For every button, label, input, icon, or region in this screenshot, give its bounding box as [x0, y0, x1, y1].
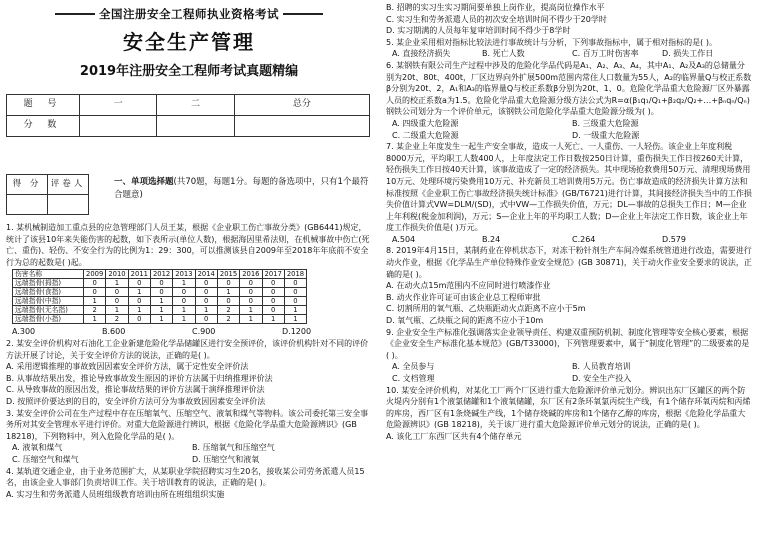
table-cell: 2014 — [195, 270, 217, 279]
table-cell: 0 — [84, 279, 106, 288]
table-cell: 0 — [150, 288, 172, 297]
table-cell: 1 — [84, 315, 106, 324]
table-cell: 0 — [173, 297, 195, 306]
option-b[interactable]: B.600 — [102, 327, 126, 337]
option-b[interactable]: B. 压缩氧气和压缩空气 — [192, 443, 275, 453]
table-cell: 0 — [150, 279, 172, 288]
table-cell: 2 — [106, 315, 128, 324]
question-9 — [386, 327, 752, 385]
option-b[interactable]: B. 招聘的实习生实习期间要单独上岗作业，提高岗位操作水平 — [386, 3, 605, 12]
option-c[interactable]: C. 从导致事故的原因出发，推论事故结果的评价方法属于演绎推理评价法 — [6, 385, 265, 395]
right-column — [380, 0, 758, 559]
exam-banner — [0, 4, 378, 24]
option-c[interactable]: C. 文档管理 — [392, 374, 435, 383]
question-6 — [386, 60, 752, 141]
table-cell: 0 — [195, 297, 217, 306]
option-c[interactable]: C. 压缩空气和煤气 — [12, 454, 79, 464]
table-cell: 0 — [195, 288, 217, 297]
injury-table-row — [13, 279, 307, 288]
table-cell: 1 — [128, 306, 150, 315]
question-stem: 8. 2019年4月15日，某制药业在停机状态下，对冻干粉针剂生产车间冷媒系统管道进行改造，需要进行动火作业，根据《化学品生产单位特殊作业安全规范》(GB 30871)，关于动火作业安全要求的说法，正确的是( )。 — [386, 246, 752, 279]
score-table-cell: 题 号 — [7, 94, 80, 115]
table-cell: 1 — [284, 306, 306, 315]
question-5 — [386, 37, 752, 60]
question-stem: 3. 某安全评价公司在生产过程中存在压缩氧气、压缩空气、液氧和煤气等物料。该公司委托第三安全事务所对其安全管理水平进行评价。对重大危险源进行辨识，根据《危险化学品重大危险源辨识》(GB 18218)，下列物料中，列入危险化学品的是( )。 — [6, 408, 369, 441]
table-cell: 1 — [150, 306, 172, 315]
question-stem: 4. 某轨道交通企业，由于业务范围扩大，从某职业学院招聘实习生20名，接收某公司劳务派遣人员15名，由该企业人事部门负责培训工作。关于培训教育的说法，正确的是( )。 — [6, 466, 365, 488]
injury-table-row — [13, 297, 307, 306]
injury-table-header — [13, 270, 307, 279]
table-cell: 1 — [195, 306, 217, 315]
option-d[interactable]: D.1200 — [282, 327, 312, 337]
table-cell: 2 — [217, 315, 239, 324]
table-cell: 1 — [173, 279, 195, 288]
option-b[interactable]: B.24 — [482, 234, 501, 244]
table-cell: 0 — [262, 297, 284, 306]
section-heading — [114, 176, 370, 202]
grader-score-label: 得 分 — [7, 175, 48, 195]
question-1 — [6, 222, 372, 338]
table-cell: 0 — [284, 297, 306, 306]
question-3 — [6, 408, 372, 466]
injury-table-row — [13, 288, 307, 297]
option-d[interactable]: D. 实习期满的人员每年复审培训时间不得少于8学时 — [386, 26, 571, 36]
table-cell: 0 — [128, 279, 150, 288]
option-d[interactable]: D. 一级重大危险源 — [572, 130, 640, 140]
section-desc: (共70题，每题1分。每题的备选项中，只有1个最符合题意) — [114, 177, 369, 200]
table-cell: 1 — [84, 297, 106, 306]
question-stem: 6. 某钢铁有限公司生产过程中涉及的危险化学品代码是A₁、A₂、A₃、A₄，其中A₁、A₂及A₃的总储量分别为20t、80t、400t，厂区边界向外扩展500m范围内常住人口数量为55人，A₂的临界量Q与校正系数β分别为20t、2，A₁和A₃的临界量Q与校正系数β分别为20t、1、0。危险化学品重大危险源厂区外暴露人员的校正系数a为1.5。危险化学品重大危险源分级方法公式为R=α(β₁q₁/Q₁+β₂q₂/Q₂+…+βₙqₙ/Qₙ)钢铁公司划分为一个评价单元，该钢铁公司危险化学品重大危险源分级为( )。 — [386, 60, 752, 117]
score-table-cell[interactable] — [157, 115, 234, 136]
injury-table-body — [13, 279, 307, 324]
option-d[interactable]: D.579 — [662, 234, 686, 244]
table-cell: 0 — [195, 279, 217, 288]
option-b[interactable]: B. 三级重大危险源 — [572, 118, 639, 128]
question-2 — [6, 338, 372, 408]
option-a[interactable]: A. 在动火点15m范围内不应同时进行喷漆作业 — [386, 281, 551, 291]
table-cell: 0 — [128, 315, 150, 324]
score-table — [6, 94, 370, 137]
score-table-cell[interactable] — [80, 115, 157, 136]
table-cell: 1 — [173, 306, 195, 315]
table-cell: 0 — [262, 279, 284, 288]
left-column — [0, 0, 378, 559]
table-cell: 0 — [262, 306, 284, 315]
table-cell: 1 — [106, 306, 128, 315]
option-a[interactable]: A. 四级重大危险源 — [392, 118, 459, 128]
subject-title: 安全生产管理 — [123, 30, 255, 54]
option-d[interactable]: D. 氧气瓶、乙炔瓶之间的距离不应小于10m — [386, 316, 544, 326]
table-cell: 0 — [106, 288, 128, 297]
option-c[interactable]: C.900 — [192, 327, 216, 337]
question-list-right — [386, 2, 752, 443]
table-cell: 远端指骨(小指) — [13, 315, 84, 324]
grader-box — [6, 174, 89, 215]
table-cell: 2012 — [150, 270, 172, 279]
injury-table-row — [13, 315, 307, 324]
table-cell: 2018 — [284, 270, 306, 279]
table-cell: 2013 — [173, 270, 195, 279]
paper-subtitle: 2019年注册安全工程师考试真题精编 — [79, 64, 299, 79]
option-a[interactable]: A. 直接经济损失 — [392, 49, 451, 59]
score-table-cell[interactable] — [234, 115, 369, 136]
question-list-left — [6, 222, 372, 500]
table-cell: 2011 — [128, 270, 150, 279]
table-cell: 2015 — [217, 270, 239, 279]
option-a[interactable]: A. 全员参与 — [392, 362, 435, 372]
table-cell: 0 — [195, 315, 217, 324]
question-stem: 2. 某安全评价机构对石油化工企业新建危险化学品储罐区进行安全预评价，该评价机构针对不同的评价方法开展了讨论，关于安全评价方法的说法，正确的是( )。 — [6, 338, 369, 360]
table-cell: 2017 — [262, 270, 284, 279]
question-7 — [386, 141, 752, 245]
question-10 — [386, 385, 752, 443]
option-c[interactable]: C.264 — [572, 234, 596, 244]
option-d[interactable]: D. 压缩空气和液氧 — [192, 454, 260, 464]
score-table-cell: 分 数 — [7, 115, 80, 136]
option-b[interactable]: B. 人员教育培训 — [572, 362, 631, 372]
table-cell: 0 — [84, 288, 106, 297]
table-cell: 0 — [106, 297, 128, 306]
option-a[interactable]: A.504 — [392, 234, 416, 244]
table-cell: 1 — [240, 315, 262, 324]
table-cell: 0 — [240, 288, 262, 297]
table-cell: 0 — [240, 279, 262, 288]
question-options — [12, 326, 372, 338]
option-d[interactable]: D. 安全生产投入 — [572, 374, 632, 383]
table-cell: 2 — [217, 306, 239, 315]
table-cell: 0 — [262, 288, 284, 297]
table-cell: 0 — [173, 288, 195, 297]
question-stem: 10. 某安全评价机构，对某化工厂两个厂区进行重大危险源评价单元划分。辨识出东厂区罐区的两个防火堤内分别有1个液氯储罐和1个液氧储罐，东厂区有2条环氧氯丙烷生产线，有1个储存环氧丙烷和丙烯的库房，西厂区有1条烧碱生产线，1个储存烧碱的库房和1个储存乙醇的库房，根据《危险化学品重大危险源辨识》(GB 18218)，关于该厂进行重大危险源评价单元划分的说法，正确的是( )。 — [386, 385, 751, 430]
option-b[interactable]: B. 死亡人数 — [482, 49, 525, 59]
table-cell: 远端指骨(无名指) — [13, 306, 84, 315]
option-c[interactable]: C. 二级重大危险源 — [392, 130, 459, 140]
table-cell: 远端指骨(拇指) — [13, 279, 84, 288]
exam-name: 全国注册安全工程师执业资格考试 — [99, 6, 279, 21]
table-cell: 1 — [217, 288, 239, 297]
table-cell: 0 — [128, 297, 150, 306]
table-cell: 1 — [128, 288, 150, 297]
question-stem: 1. 某机械制造加工重点县的应急管理部门人员王某，根据《企业职工伤亡事故分类》(GB6441)规定，统计了该县10年来失能伤害的起数，如下表所示(单位人数)，根据海因里希法则，在机械事故中伤亡(死亡、重伤)、轻伤、不安全行为的比例为1：29：300，可以推测该县自2009年至2018年年底前不安全行为总的起数是( )起。 — [6, 223, 370, 267]
score-table-row — [7, 115, 370, 136]
table-cell: 0 — [217, 279, 239, 288]
option-a[interactable]: A. 该化工厂东西厂区共有4个储存单元 — [386, 431, 522, 441]
table-cell: 0 — [217, 297, 239, 306]
score-table-cell: 一 — [80, 94, 157, 115]
question-stem: 9. 企业安全生产标准化强调落实企业领导责任、构建双重预防机制、制度化管理等安全核心要素，根据《企业安全生产标准化基本规范》(GB/T33000)，下列管理要素中，属于“制度化管理”的二级要素的是( )。 — [386, 327, 750, 360]
option-c[interactable]: C. 百万工时伤害率 — [572, 49, 639, 59]
injury-table-row — [13, 306, 307, 315]
table-cell: 远端指骨(食指) — [13, 288, 84, 297]
option-d[interactable]: D. 损失工作日 — [662, 49, 714, 59]
table-cell: 0 — [240, 297, 262, 306]
table-cell: 伤害名称 — [13, 270, 84, 279]
question-8 — [386, 245, 752, 326]
option-c[interactable]: C. 切割所用的氧气瓶、乙炔瓶距动火点距离不应小于5m — [386, 304, 586, 314]
table-cell: 0 — [284, 279, 306, 288]
option-d[interactable]: D. 按照评价要达到的目的，安全评价方法可分为事故致因因素安全评价法 — [6, 396, 266, 406]
table-cell: 远端指骨(中指) — [13, 297, 84, 306]
question-4-continued — [386, 2, 752, 37]
table-cell: 1 — [106, 279, 128, 288]
banner-rule-left — [55, 13, 95, 15]
score-table-cell: 二 — [157, 94, 234, 115]
question-stem: 5. 某企业采用相对指标比较法进行事故统计与分析，下列事故指标中，属于相对指标的是( )。 — [386, 37, 717, 47]
table-cell: 2010 — [106, 270, 128, 279]
table-cell: 2016 — [240, 270, 262, 279]
table-cell: 0 — [284, 288, 306, 297]
option-b[interactable]: B. 动火作业许可证可由该企业总工程师审批 — [386, 292, 541, 302]
table-cell: 1 — [284, 315, 306, 324]
table-cell: 2 — [84, 306, 106, 315]
banner-rule-right — [283, 13, 323, 15]
option-a[interactable]: A.300 — [12, 327, 36, 337]
section-title: 一、单项选择题 — [114, 177, 174, 187]
option-a[interactable]: A. 液氧和煤气 — [12, 443, 63, 453]
injury-table — [12, 269, 307, 324]
option-a[interactable]: A. 采用逻辑推理的事故致因因素安全评价方法，属于定性安全评价法 — [6, 362, 249, 372]
option-c[interactable]: C. 实习生和劳务派遣人员的初次安全培训时间不得少于20学时 — [386, 14, 607, 24]
option-b[interactable]: B. 从事故结果出发，推论导致事故发生原因的评价方法属于归纳推理评价法 — [6, 373, 273, 383]
grader-name-cell[interactable] — [48, 195, 89, 215]
table-cell: 1 — [173, 315, 195, 324]
grader-name-label: 评卷人 — [48, 175, 89, 195]
score-table-row — [7, 94, 370, 115]
question-4 — [6, 466, 372, 501]
table-cell: 1 — [240, 306, 262, 315]
table-cell: 1 — [150, 297, 172, 306]
table-cell: 1 — [262, 315, 284, 324]
table-cell: 2009 — [84, 270, 106, 279]
score-table-cell: 总分 — [234, 94, 369, 115]
table-cell: 1 — [150, 315, 172, 324]
grader-score-cell[interactable] — [7, 195, 48, 215]
grader-section — [6, 174, 370, 212]
option-a[interactable]: A. 实习生和劳务派遣人员班组级教育培训由所在班组组织实施 — [6, 489, 225, 499]
question-stem: 7. 某企业上年度发生一起生产安全事故，造成一人死亡、一人重伤、一人轻伤。该企业上年度利税8000万元，平均职工人数400人，上年度法定工作日数按250日计算，重伤损失工作日按260天计算，轻伤损失工作日按40天计算，该事故造成了一定的经济损失。其中现场抢救费用50万元、清理现场费用10万元、处理环境污染费用10万元、补充新员工培训费用5万元。伤亡事故造成的经济损失计算方法和标准按照《企业职工伤亡事故经济损失统计标准》(GB/T6721)进行计算，其间接经济损失当中的工作损失价值计算式VW=DLM/(SD)，式中VW—工作损失价值，万元；DL—事故的总损失工作日；M—企业上年利税(税金加利润)，万元；S—企业上年的平均职工人数；D—企业上年法定工作日数，该企业上年度工作损失价值是( )万元。 — [386, 142, 752, 233]
